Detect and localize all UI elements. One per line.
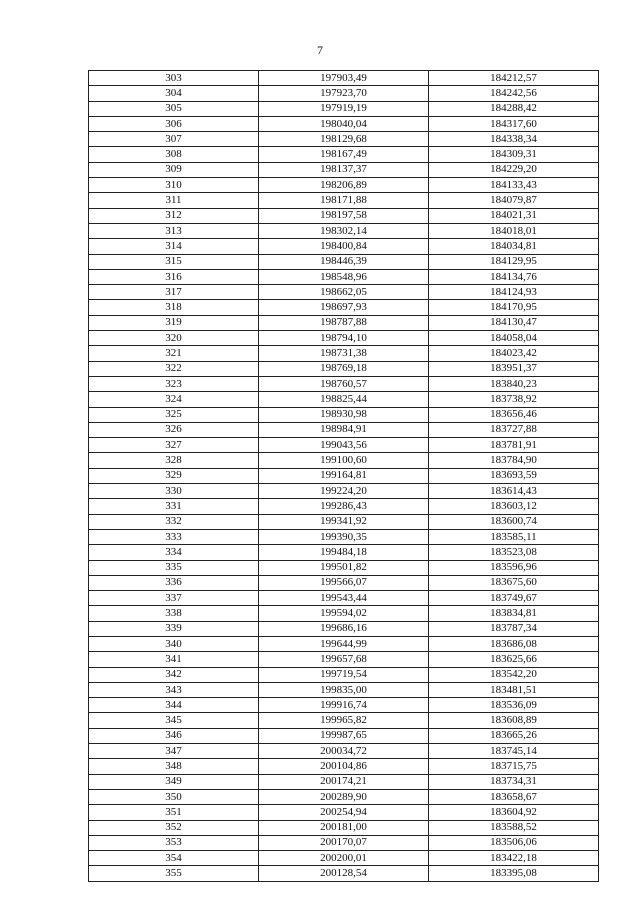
table-row: [89, 269, 599, 284]
point-number-cell: 311: [89, 193, 259, 208]
x-coordinate-cell: 200128,54: [259, 866, 429, 881]
table-row: [89, 667, 599, 682]
point-number-cell: 334: [89, 545, 259, 560]
point-number-cell: 349: [89, 774, 259, 789]
x-coordinate-cell: 200104,86: [259, 759, 429, 774]
x-coordinate-cell: 198167,49: [259, 147, 429, 162]
x-coordinate-cell: 198548,96: [259, 269, 429, 284]
table-row: [89, 698, 599, 713]
x-coordinate-cell: 198930,98: [259, 407, 429, 422]
x-coordinate-cell: 198769,18: [259, 361, 429, 376]
y-coordinate-cell: 184317,60: [429, 116, 599, 131]
x-coordinate-cell: 199224,20: [259, 484, 429, 499]
table-row: [89, 606, 599, 621]
point-number-cell: 354: [89, 851, 259, 866]
x-coordinate-cell: 198129,68: [259, 132, 429, 147]
y-coordinate-cell: 183734,31: [429, 774, 599, 789]
table-row: [89, 851, 599, 866]
table-row: [89, 376, 599, 391]
point-number-cell: 318: [89, 300, 259, 315]
table-row: [89, 820, 599, 835]
y-coordinate-cell: 183585,11: [429, 529, 599, 544]
table-row: [89, 438, 599, 453]
point-number-cell: 321: [89, 346, 259, 361]
x-coordinate-cell: 198662,05: [259, 285, 429, 300]
x-coordinate-cell: 199286,43: [259, 499, 429, 514]
y-coordinate-cell: 183749,67: [429, 591, 599, 606]
point-number-cell: 310: [89, 178, 259, 193]
table-row: [89, 835, 599, 850]
table-row: [89, 392, 599, 407]
y-coordinate-cell: 184242,56: [429, 86, 599, 101]
y-coordinate-cell: 183745,14: [429, 744, 599, 759]
x-coordinate-cell: 199164,81: [259, 468, 429, 483]
point-number-cell: 329: [89, 468, 259, 483]
y-coordinate-cell: 183834,81: [429, 606, 599, 621]
table-row: [89, 545, 599, 560]
y-coordinate-cell: 184034,81: [429, 239, 599, 254]
table-row: [89, 453, 599, 468]
x-coordinate-cell: 197903,49: [259, 71, 429, 86]
point-number-cell: 343: [89, 682, 259, 697]
x-coordinate-cell: 198302,14: [259, 223, 429, 238]
point-number-cell: 348: [89, 759, 259, 774]
point-number-cell: 344: [89, 698, 259, 713]
y-coordinate-cell: 183715,75: [429, 759, 599, 774]
point-number-cell: 314: [89, 239, 259, 254]
table-row: [89, 468, 599, 483]
y-coordinate-cell: 183422,18: [429, 851, 599, 866]
y-coordinate-cell: 184124,93: [429, 285, 599, 300]
table-row: [89, 239, 599, 254]
table-row: [89, 713, 599, 728]
point-number-cell: 309: [89, 162, 259, 177]
table-row: [89, 193, 599, 208]
point-number-cell: 323: [89, 376, 259, 391]
table-row: [89, 162, 599, 177]
x-coordinate-cell: 198794,10: [259, 331, 429, 346]
table-row: [89, 575, 599, 590]
table-row: [89, 759, 599, 774]
y-coordinate-cell: 184134,76: [429, 269, 599, 284]
x-coordinate-cell: 199644,99: [259, 636, 429, 651]
table-row: [89, 652, 599, 667]
x-coordinate-cell: 199686,16: [259, 621, 429, 636]
point-number-cell: 336: [89, 575, 259, 590]
point-number-cell: 304: [89, 86, 259, 101]
y-coordinate-cell: 183600,74: [429, 514, 599, 529]
x-coordinate-cell: 199484,18: [259, 545, 429, 560]
y-coordinate-cell: 184212,57: [429, 71, 599, 86]
point-number-cell: 319: [89, 315, 259, 330]
table-row: [89, 621, 599, 636]
y-coordinate-cell: 183588,52: [429, 820, 599, 835]
x-coordinate-cell: 198040,04: [259, 116, 429, 131]
y-coordinate-cell: 183658,67: [429, 789, 599, 804]
point-number-cell: 340: [89, 636, 259, 651]
x-coordinate-cell: 198984,91: [259, 422, 429, 437]
table-row: [89, 346, 599, 361]
point-number-cell: 312: [89, 208, 259, 223]
y-coordinate-cell: 183656,46: [429, 407, 599, 422]
table-row: [89, 407, 599, 422]
x-coordinate-cell: 198697,93: [259, 300, 429, 315]
y-coordinate-cell: 184079,87: [429, 193, 599, 208]
table-row: [89, 744, 599, 759]
x-coordinate-cell: 199043,56: [259, 438, 429, 453]
point-number-cell: 331: [89, 499, 259, 514]
table-row: [89, 254, 599, 269]
point-number-cell: 333: [89, 529, 259, 544]
table-row: [89, 86, 599, 101]
table-row: [89, 636, 599, 651]
x-coordinate-cell: 200034,72: [259, 744, 429, 759]
coordinates-table: [88, 70, 599, 882]
y-coordinate-cell: 183506,06: [429, 835, 599, 850]
point-number-cell: 306: [89, 116, 259, 131]
point-number-cell: 315: [89, 254, 259, 269]
y-coordinate-cell: 183784,90: [429, 453, 599, 468]
point-number-cell: 324: [89, 392, 259, 407]
x-coordinate-cell: 199341,92: [259, 514, 429, 529]
y-coordinate-cell: 184018,01: [429, 223, 599, 238]
x-coordinate-cell: 199501,82: [259, 560, 429, 575]
x-coordinate-cell: 199719,54: [259, 667, 429, 682]
x-coordinate-cell: 198760,57: [259, 376, 429, 391]
x-coordinate-cell: 200200,01: [259, 851, 429, 866]
table-row: [89, 208, 599, 223]
x-coordinate-cell: 197919,19: [259, 101, 429, 116]
y-coordinate-cell: 183608,89: [429, 713, 599, 728]
y-coordinate-cell: 183596,96: [429, 560, 599, 575]
table-row: [89, 422, 599, 437]
point-number-cell: 345: [89, 713, 259, 728]
x-coordinate-cell: 198137,37: [259, 162, 429, 177]
x-coordinate-cell: 199100,60: [259, 453, 429, 468]
y-coordinate-cell: 184338,34: [429, 132, 599, 147]
y-coordinate-cell: 184170,95: [429, 300, 599, 315]
x-coordinate-cell: 199594,02: [259, 606, 429, 621]
y-coordinate-cell: 183603,12: [429, 499, 599, 514]
table-row: [89, 789, 599, 804]
y-coordinate-cell: 183951,37: [429, 361, 599, 376]
point-number-cell: 353: [89, 835, 259, 850]
table-row: [89, 560, 599, 575]
y-coordinate-cell: 183523,08: [429, 545, 599, 560]
x-coordinate-cell: 199965,82: [259, 713, 429, 728]
page-number: 7: [317, 43, 323, 57]
table-row: [89, 361, 599, 376]
x-coordinate-cell: 198171,88: [259, 193, 429, 208]
y-coordinate-cell: 183738,92: [429, 392, 599, 407]
point-number-cell: 305: [89, 101, 259, 116]
table-row: [89, 71, 599, 86]
table-row: [89, 132, 599, 147]
point-number-cell: 313: [89, 223, 259, 238]
point-number-cell: 342: [89, 667, 259, 682]
point-number-cell: 330: [89, 484, 259, 499]
y-coordinate-cell: 183614,43: [429, 484, 599, 499]
x-coordinate-cell: 199835,00: [259, 682, 429, 697]
table-row: [89, 285, 599, 300]
x-coordinate-cell: 198206,89: [259, 178, 429, 193]
table-row: [89, 774, 599, 789]
y-coordinate-cell: 184229,20: [429, 162, 599, 177]
point-number-cell: 328: [89, 453, 259, 468]
y-coordinate-cell: 183787,34: [429, 621, 599, 636]
y-coordinate-cell: 183693,59: [429, 468, 599, 483]
table-row: [89, 805, 599, 820]
y-coordinate-cell: 184288,42: [429, 101, 599, 116]
table-row: [89, 315, 599, 330]
y-coordinate-cell: 183395,08: [429, 866, 599, 881]
point-number-cell: 316: [89, 269, 259, 284]
point-number-cell: 346: [89, 728, 259, 743]
x-coordinate-cell: 198446,39: [259, 254, 429, 269]
table-row: [89, 484, 599, 499]
point-number-cell: 355: [89, 866, 259, 881]
point-number-cell: 337: [89, 591, 259, 606]
table-row: [89, 101, 599, 116]
x-coordinate-cell: 200174,21: [259, 774, 429, 789]
y-coordinate-cell: 183840,23: [429, 376, 599, 391]
x-coordinate-cell: 198787,88: [259, 315, 429, 330]
point-number-cell: 350: [89, 789, 259, 804]
y-coordinate-cell: 183686,08: [429, 636, 599, 651]
y-coordinate-cell: 184309,31: [429, 147, 599, 162]
point-number-cell: 308: [89, 147, 259, 162]
point-number-cell: 326: [89, 422, 259, 437]
point-number-cell: 339: [89, 621, 259, 636]
x-coordinate-cell: 200289,90: [259, 789, 429, 804]
point-number-cell: 338: [89, 606, 259, 621]
y-coordinate-cell: 183665,26: [429, 728, 599, 743]
point-number-cell: 341: [89, 652, 259, 667]
point-number-cell: 352: [89, 820, 259, 835]
table-row: [89, 591, 599, 606]
y-coordinate-cell: 183481,51: [429, 682, 599, 697]
table-row: [89, 223, 599, 238]
table-row: [89, 514, 599, 529]
point-number-cell: 335: [89, 560, 259, 575]
x-coordinate-cell: 199566,07: [259, 575, 429, 590]
x-coordinate-cell: 198731,38: [259, 346, 429, 361]
x-coordinate-cell: 198197,58: [259, 208, 429, 223]
x-coordinate-cell: 199657,68: [259, 652, 429, 667]
table-row: [89, 728, 599, 743]
table-row: [89, 300, 599, 315]
y-coordinate-cell: 183781,91: [429, 438, 599, 453]
y-coordinate-cell: 184021,31: [429, 208, 599, 223]
y-coordinate-cell: 183536,09: [429, 698, 599, 713]
y-coordinate-cell: 184058,04: [429, 331, 599, 346]
x-coordinate-cell: 199390,35: [259, 529, 429, 544]
point-number-cell: 327: [89, 438, 259, 453]
table-row: [89, 682, 599, 697]
y-coordinate-cell: 183542,20: [429, 667, 599, 682]
point-number-cell: 322: [89, 361, 259, 376]
table-row: [89, 147, 599, 162]
x-coordinate-cell: 200254,94: [259, 805, 429, 820]
x-coordinate-cell: 198825,44: [259, 392, 429, 407]
x-coordinate-cell: 200181,00: [259, 820, 429, 835]
x-coordinate-cell: 199543,44: [259, 591, 429, 606]
y-coordinate-cell: 183675,60: [429, 575, 599, 590]
table-row: [89, 116, 599, 131]
point-number-cell: 317: [89, 285, 259, 300]
table-row: [89, 178, 599, 193]
point-number-cell: 332: [89, 514, 259, 529]
point-number-cell: 307: [89, 132, 259, 147]
table-row: [89, 529, 599, 544]
point-number-cell: 347: [89, 744, 259, 759]
y-coordinate-cell: 184023,42: [429, 346, 599, 361]
x-coordinate-cell: 198400,84: [259, 239, 429, 254]
point-number-cell: 303: [89, 71, 259, 86]
y-coordinate-cell: 184129,95: [429, 254, 599, 269]
table-row: [89, 331, 599, 346]
x-coordinate-cell: 200170,07: [259, 835, 429, 850]
point-number-cell: 320: [89, 331, 259, 346]
y-coordinate-cell: 184130,47: [429, 315, 599, 330]
table-row: [89, 499, 599, 514]
y-coordinate-cell: 184133,43: [429, 178, 599, 193]
coordinates-table-body: [89, 71, 599, 882]
y-coordinate-cell: 183727,88: [429, 422, 599, 437]
y-coordinate-cell: 183625,66: [429, 652, 599, 667]
table-row: [89, 866, 599, 881]
point-number-cell: 351: [89, 805, 259, 820]
point-number-cell: 325: [89, 407, 259, 422]
x-coordinate-cell: 199987,65: [259, 728, 429, 743]
x-coordinate-cell: 199916,74: [259, 698, 429, 713]
x-coordinate-cell: 197923,70: [259, 86, 429, 101]
y-coordinate-cell: 183604,92: [429, 805, 599, 820]
